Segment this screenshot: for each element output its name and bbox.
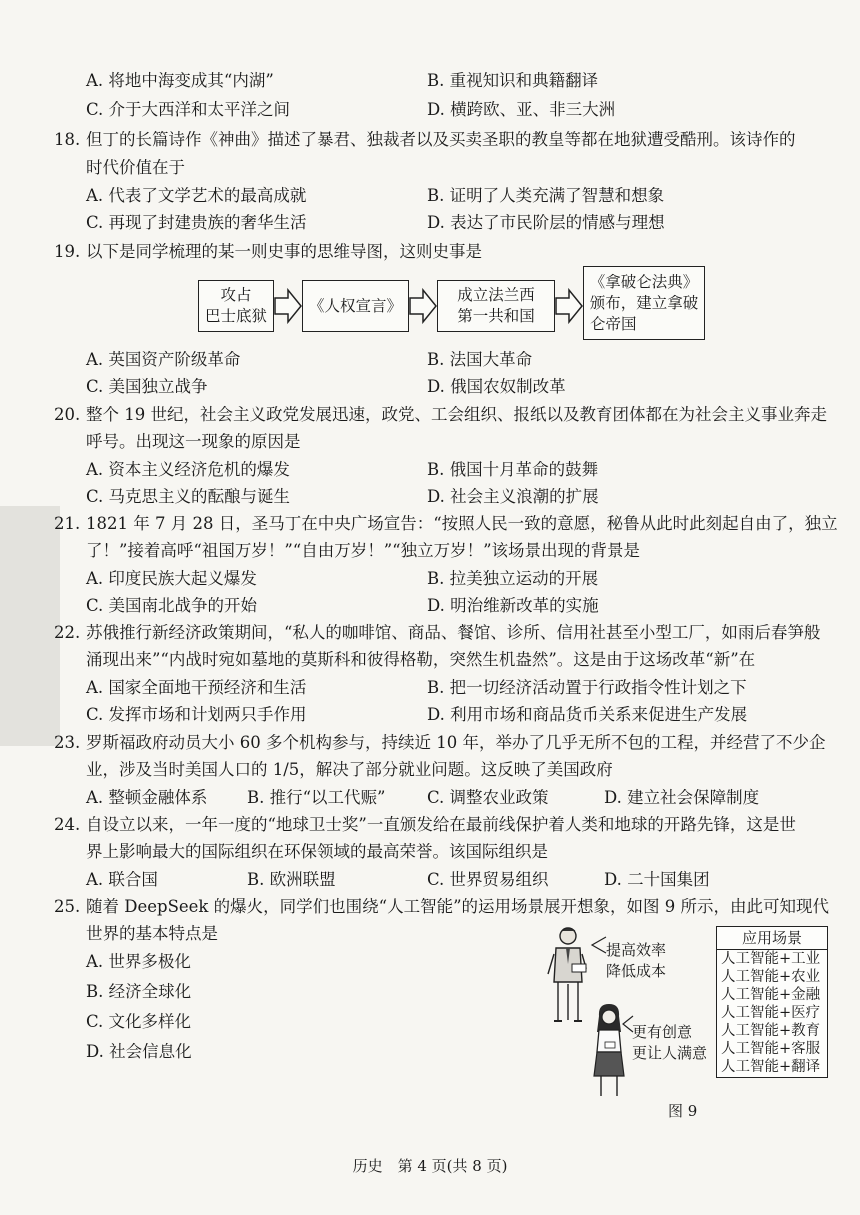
q18-stem-line1: 但丁的长篇诗作《神曲》描述了暴君、独裁者以及买卖圣职的教皇等都在地狱遭受酷刑。该诗作的	[86, 130, 796, 149]
q20-option-c: C. 马克思主义的酝酿与诞生	[86, 487, 291, 506]
flow-box-first-republic	[437, 280, 555, 332]
q21-stem-line1: 1821 年 7 月 28 日，圣马丁在中央广场宣告：“按照人民一致的意愿，秘鲁从此时此刻起自由了，独立	[86, 514, 838, 533]
q23-option-a: A. 整顿金融体系	[86, 788, 208, 807]
q24-stem-line1: 自设立以来，一年一度的“地球卫士奖”一直颁发给在最前线保护着人类和地球的开路先锋，这是世	[86, 815, 796, 834]
q20-stem-line1: 整个 19 世纪，社会主义政党发展迅速，政党、工会组织、报纸以及教育团体都在为社会主义事业奔走	[86, 405, 827, 424]
scenario-item: 人工智能+医疗	[721, 1005, 821, 1021]
q24-option-d: D. 二十国集团	[604, 870, 710, 889]
q18-stem-line2: 时代价值在于	[86, 158, 185, 177]
q22-option-b: B. 把一切经济活动置于行政指令性计划之下	[427, 678, 747, 697]
q24-option-a: A. 联合国	[86, 870, 158, 889]
application-scenarios-title: 应用场景	[717, 927, 827, 950]
q19-option-b: B. 法国大革命	[427, 350, 533, 369]
q20-option-a: A. 资本主义经济危机的爆发	[86, 460, 290, 479]
q21-stem-line2: 了！”接着高呼“祖国万岁！”“自由万岁！”“独立万岁！”该场景出现的背景是	[86, 541, 641, 560]
binding-margin-mark	[0, 506, 60, 746]
q24-stem-line2: 界上影响最大的国际组织在环保领域的最高荣誉。该国际组织是	[86, 842, 548, 861]
flow-box-bastille-line2: 巴士底狱	[204, 307, 267, 325]
flow-box-declaration	[302, 280, 409, 332]
scenario-item: 人工智能+工业	[721, 951, 821, 967]
q25-stem-line2: 世界的基本特点是	[86, 924, 218, 943]
q18-option-d: D. 表达了市民阶层的情感与理想	[427, 213, 665, 232]
speech-2-line2: 更让人满意	[632, 1044, 708, 1062]
q19-stem: 以下是同学梳理的某一则史事的思维导图，这则史事是	[86, 242, 482, 261]
q21-number: 21.	[54, 514, 81, 533]
q17-option-b: B. 重视知识和典籍翻译	[427, 71, 599, 90]
q20-stem-line2: 呼号。出现这一现象的原因是	[86, 432, 301, 451]
q18-option-c: C. 再现了封建贵族的奢华生活	[86, 213, 307, 232]
q21-option-d: D. 明治维新改革的实施	[427, 596, 599, 615]
flow-arrow-2	[409, 288, 437, 324]
flow-box-napoleonic-line1: 《拿破仑法典》	[589, 272, 699, 291]
q22-number: 22.	[54, 623, 81, 642]
flow-box-declaration-text: 《人权宣言》	[308, 296, 402, 315]
q23-number: 23.	[54, 733, 81, 752]
q22-option-c: C. 发挥市场和计划两只手作用	[86, 705, 307, 724]
q17-option-a: A. 将地中海变成其“内湖”	[86, 71, 274, 90]
speech-1-line1: 提高效率	[606, 941, 667, 959]
q24-option-c: C. 世界贸易组织	[427, 870, 549, 889]
figure-9-caption: 图 9	[668, 1102, 698, 1120]
q25-option-c: C. 文化多样化	[86, 1012, 192, 1031]
q20-option-b: B. 俄国十月革命的鼓舞	[427, 460, 599, 479]
application-scenarios-box	[716, 926, 828, 1078]
flow-box-bastille-line1: 攻占	[220, 286, 252, 304]
q23-option-c: C. 调整农业政策	[427, 788, 549, 807]
man-figure-illustration	[544, 924, 594, 1024]
flow-arrow-1	[274, 288, 302, 324]
q17-option-c: C. 介于大西洋和太平洋之间	[86, 100, 291, 119]
flow-box-first-republic-line2: 第一共和国	[457, 307, 535, 325]
scenario-item: 人工智能+教育	[721, 1023, 821, 1039]
q18-option-a: A. 代表了文学艺术的最高成就	[86, 186, 307, 205]
q23-option-d: D. 建立社会保障制度	[604, 788, 760, 807]
q19-option-d: D. 俄国农奴制改革	[427, 377, 566, 396]
q22-option-a: A. 国家全面地干预经济和生活	[86, 678, 307, 697]
scenario-item: 人工智能+翻译	[721, 1059, 821, 1075]
flow-arrow-3	[555, 288, 583, 324]
q21-option-c: C. 美国南北战争的开始	[86, 596, 258, 615]
q21-option-b: B. 拉美独立运动的开展	[427, 569, 599, 588]
q25-option-a: A. 世界多极化	[86, 952, 191, 971]
q19-number: 19.	[54, 242, 81, 261]
flow-box-napoleonic-code	[583, 266, 705, 340]
flow-box-bastille	[198, 280, 274, 332]
speech-1-line2: 降低成本	[606, 962, 667, 980]
flow-box-napoleonic-line3: 仑帝国	[590, 314, 637, 333]
q25-option-d: D. 社会信息化	[86, 1042, 192, 1061]
q19-option-c: C. 美国独立战争	[86, 377, 208, 396]
q24-option-b: B. 欧洲联盟	[247, 870, 336, 889]
q24-number: 24.	[54, 815, 81, 834]
q23-stem-line1: 罗斯福政府动员大小 60 多个机构参与，持续近 10 年，举办了几乎无所不包的工程，并经营了不少企	[86, 733, 826, 752]
q22-stem-line2: 涌现出来”“内战时宛如墓地的莫斯科和彼得格勒，突然生机盎然”。这是由于这场改革“新”在	[86, 650, 756, 669]
q23-option-b: B. 推行“以工代赈”	[247, 788, 386, 807]
q18-number: 18.	[54, 130, 81, 149]
q21-option-a: A. 印度民族大起义爆发	[86, 569, 257, 588]
q25-stem-line1: 随着 DeepSeek 的爆火，同学们也围绕“人工智能”的运用场景展开想象，如图 9 所示，由此可知现代	[86, 897, 829, 916]
flow-box-first-republic-line1: 成立法兰西	[457, 286, 535, 304]
q25-number: 25.	[54, 897, 81, 916]
flow-box-napoleonic-line2: 颁布，建立拿破	[589, 293, 699, 312]
page-footer: 历史 第 4 页(共 8 页)	[352, 1157, 508, 1175]
scenario-item: 人工智能+金融	[721, 987, 821, 1003]
q17-option-d: D. 横跨欧、亚、非三大洲	[427, 100, 616, 119]
q22-stem-line1: 苏俄推行新经济政策期间，“私人的咖啡馆、商品、餐馆、诊所、信用社甚至小型工厂，如雨后春笋般	[86, 623, 821, 642]
q23-stem-line2: 业，涉及当时美国人口的 1/5，解决了部分就业问题。这反映了美国政府	[86, 760, 613, 779]
q18-option-b: B. 证明了人类充满了智慧和想象	[427, 186, 665, 205]
q19-option-a: A. 英国资产阶级革命	[86, 350, 241, 369]
speech-2-line1: 更有创意	[632, 1023, 693, 1041]
q25-option-b: B. 经济全球化	[86, 982, 192, 1001]
scenario-item: 人工智能+农业	[721, 969, 821, 985]
q20-number: 20.	[54, 405, 81, 424]
q22-option-d: D. 利用市场和商品货币关系来促进生产发展	[427, 705, 748, 724]
q20-option-d: D. 社会主义浪潮的扩展	[427, 487, 599, 506]
scenario-item: 人工智能+客服	[721, 1041, 821, 1057]
